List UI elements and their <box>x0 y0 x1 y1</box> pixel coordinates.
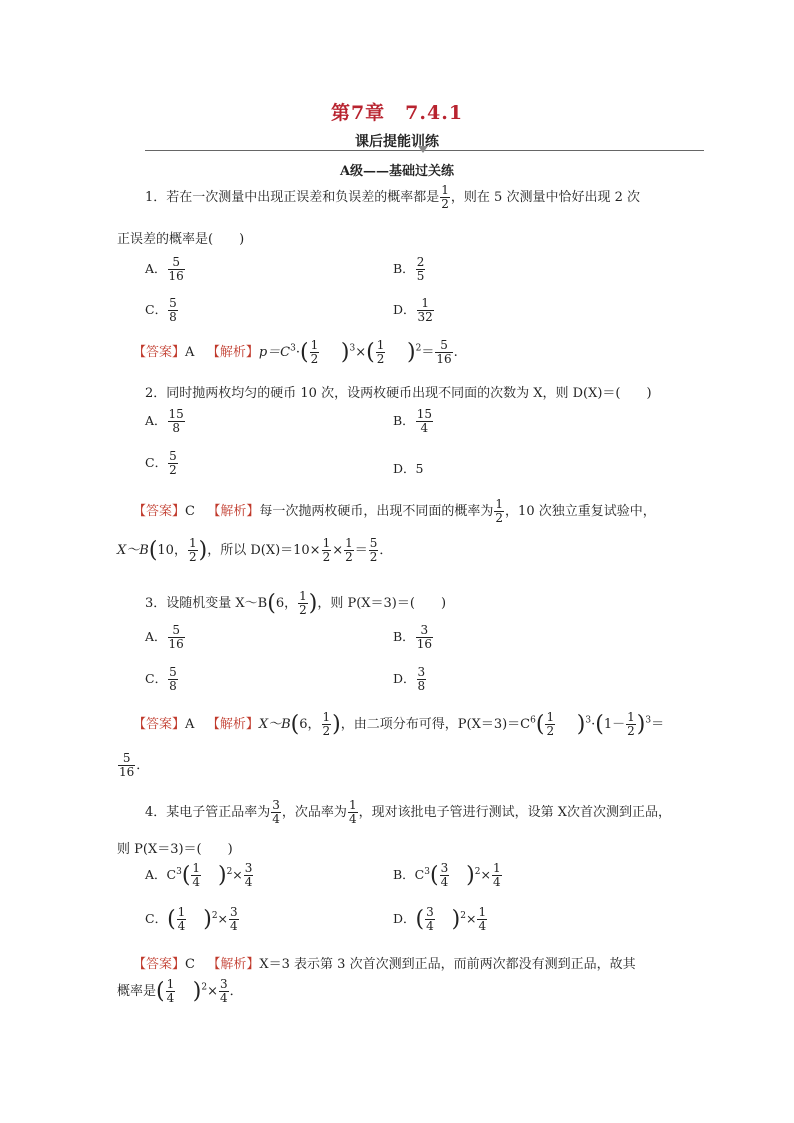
q3-answer-line-1: 【答案】A 【解析】X～B(6， $\frac{1}{2}$ )，由二项分布可得，$P(X=3)=C^6$( $\frac{1}{2}$ )$^3$·(1－ $\frac{1}{2}$ )$^3$＝ <box>133 710 665 738</box>
page-title: 第7章 7.4.1 <box>330 102 464 124</box>
question-4-line-2: 则 P(X＝3)＝( ) <box>117 842 233 857</box>
analysis-tag: 【解析】 <box>207 504 260 519</box>
q1-option-b[interactable]: B． $\frac{2}{5}$ <box>393 255 425 283</box>
q3-option-a[interactable]: A． $\frac{5}{16}$ <box>145 623 184 651</box>
q3-answer-line-2: $\frac{5}{16}$ ． <box>119 751 150 779</box>
divider-arrow-icon <box>418 146 428 153</box>
q1-text: 1．若在一次测量中出现正误差和负误差的概率都是 <box>145 190 440 205</box>
page-subtitle: 课后提能训练 <box>355 134 439 150</box>
q2-option-b[interactable]: B． $\frac{15}{4}$ <box>393 407 432 435</box>
q3-option-c[interactable]: C． $\frac{5}{8}$ <box>145 665 177 693</box>
q4-option-c[interactable]: C．( $\frac{1}{4}$ )$^2$× $\frac{3}{4}$ <box>145 905 238 933</box>
question-1-line-2: 正误差的概率是( ) <box>117 232 245 247</box>
q1-option-c[interactable]: C． $\frac{5}{8}$ <box>145 296 177 324</box>
q1-answer: 【答案】A 【解析】$p=C^3\cdot$( $\frac{1}{2}$ )$^3$×( $\frac{1}{2}$ )$^2$＝ $\frac{5}{16}$ . <box>133 338 458 366</box>
q1-option-a[interactable]: A． $\frac{5}{16}$ <box>145 255 184 283</box>
answer-tag: 【答案】 <box>133 717 186 732</box>
q4-option-d[interactable]: D．( $\frac{3}{4}$ )$^2$× $\frac{1}{4}$ <box>393 905 487 933</box>
q4-answer-line-2: 概率是( $\frac{1}{4}$ )$^2$× $\frac{3}{4}$ ． <box>117 977 243 1005</box>
question-3-line-1: 3．设随机变量 X～B(6， $\frac{1}{2}$ )，则 P(X＝3)＝( ) <box>145 589 447 617</box>
answer-tag: 【答案】 <box>133 345 186 360</box>
q4-option-b[interactable]: B．$C^3$( $\frac{3}{4}$ )$^2$× $\frac{1}{4}$ <box>393 861 501 889</box>
q2-option-d[interactable]: D．5 <box>393 461 424 476</box>
q1-option-d[interactable]: D． $\frac{1}{32}$ <box>393 296 433 324</box>
q2-option-c[interactable]: C． $\frac{5}{2}$ <box>145 449 177 477</box>
analysis-tag: 【解析】 <box>207 957 260 972</box>
q2-answer-line-2: X～B(10， $\frac{1}{2}$ )，所以 D(X)＝10× $\frac{1}{2}$ × $\frac{1}{2}$ ＝ $\frac{5}{2}$ ． <box>117 536 393 564</box>
analysis-tag: 【解析】 <box>206 345 259 360</box>
q4-option-a[interactable]: A．$C^3$( $\frac{1}{4}$ )$^2$× $\frac{3}{4}$ <box>145 861 253 889</box>
q3-option-d[interactable]: D． $\frac{3}{8}$ <box>393 665 426 693</box>
q1-text-tail: ，则在 5 次测量中恰好出现 2 次 <box>450 190 640 205</box>
answer-tag: 【答案】 <box>133 957 186 972</box>
q2-answer-line-1: 【答案】C 【解析】每一次抛两枚硬币，出现不同面的概率为 $\frac{1}{2}$ ，10 次独立重复试验中， <box>133 497 656 525</box>
q2-option-a[interactable]: A． $\frac{15}{8}$ <box>145 407 184 435</box>
q1-half: $\frac{1}{2}$ <box>441 183 449 211</box>
q3-option-b[interactable]: B． $\frac{3}{16}$ <box>393 623 432 651</box>
analysis-tag: 【解析】 <box>206 717 259 732</box>
question-1-line-1 <box>145 184 640 211</box>
section-heading: A级——基础过关练 <box>339 164 455 179</box>
question-4-line-1: 4．某电子管正品率为 $\frac{3}{4}$ ，次品率为 $\frac{1}{4}$ ，现对该批电子管进行测试，设第 X次首次测到正品， <box>145 798 671 826</box>
q4-answer-line-1: 【答案】C 【解析】X＝3 表示第 3 次首次测到正品，而前两次都没有测到正品，故其 <box>133 957 636 972</box>
question-2-line-1: 2．同时抛两枚均匀的硬币 10 次，设两枚硬币出现不同面的次数为 X，则 D(X)＝( ) <box>145 386 652 401</box>
answer-tag: 【答案】 <box>133 504 186 519</box>
